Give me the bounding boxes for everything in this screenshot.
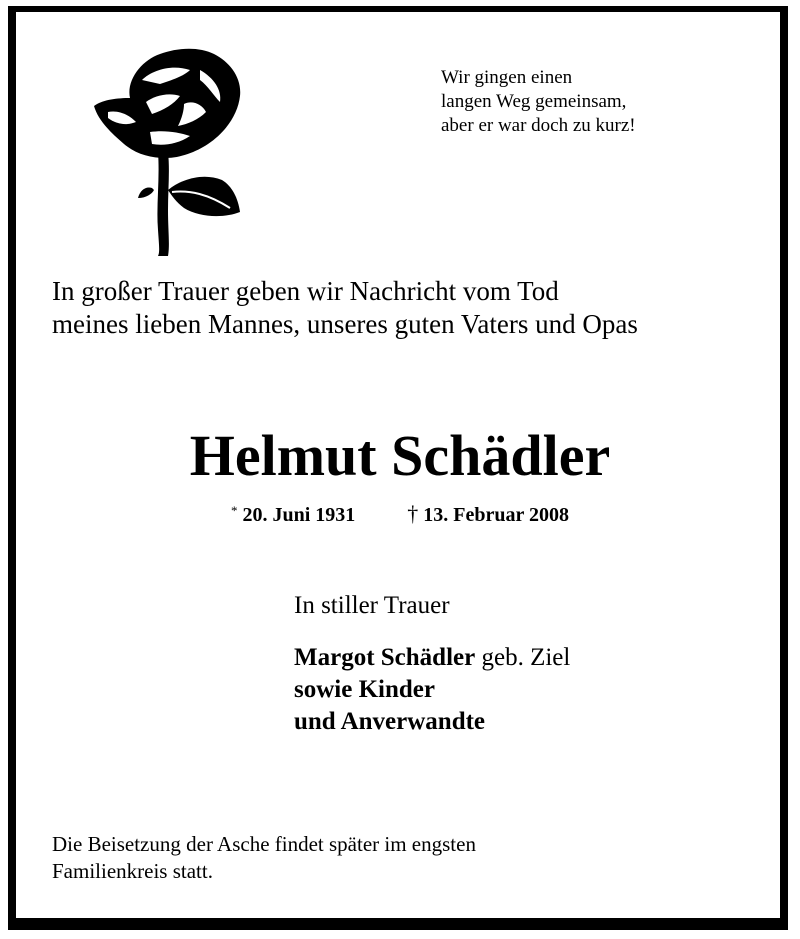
rose-icon [80,40,250,260]
motto-line-1: Wir gingen einen [441,67,573,88]
signer-primary-name: Margot Schädler [294,644,476,671]
signer-line-3: und Anverwandte [294,708,486,735]
signer-primary [294,642,570,674]
signer-primary-suffix: geb. Ziel [481,644,571,671]
motto-line-2: langen Weg gemeinsam, [441,91,627,112]
intro-line-2: meines lieben Mannes, unseres guten Vaters und Opas [52,309,638,339]
life-dates [0,498,800,528]
birth-symbol: * [230,503,238,518]
deceased-name: Helmut Schädler [189,423,611,488]
motto-verse [441,66,741,138]
intro-text [52,275,772,341]
mourning-heading: In stiller Trauer [294,592,450,619]
funeral-line-2: Familienkreis statt. [52,859,213,883]
death-date: 13. Februar 2008 [423,504,570,526]
funeral-line-1: Die Beisetzung der Asche findet später im engsten [52,832,476,856]
signers-block [294,642,570,738]
intro-line-1: In großer Trauer geben wir Nachricht vom Tod [52,276,559,306]
signer-line-2: sowie Kinder [294,676,435,703]
funeral-notice [52,831,772,885]
motto-line-3: aber er war doch zu kurz! [441,115,636,136]
birth-date: 20. Juni 1931 [242,504,356,526]
cross-icon: † [407,501,419,526]
